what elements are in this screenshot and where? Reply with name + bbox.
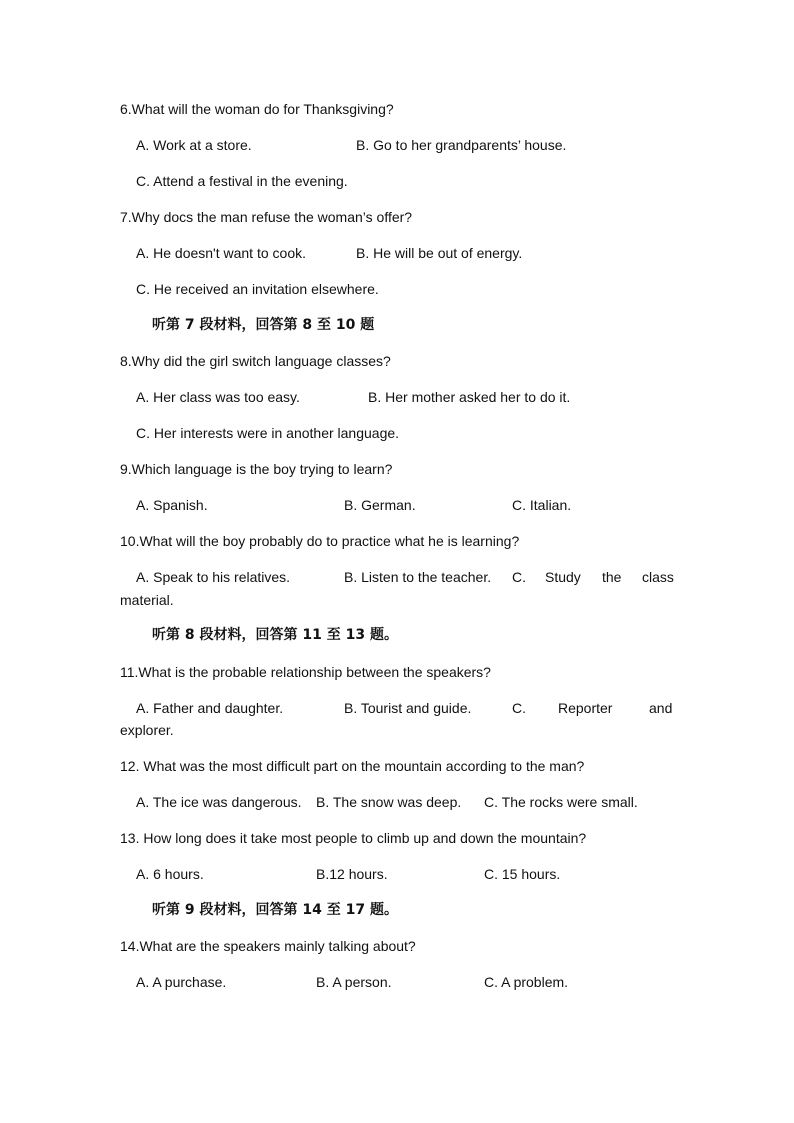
question-14-option-a: A. A purchase.	[136, 974, 227, 990]
question-6-options-row	[136, 136, 676, 154]
question-11-stem: 11.What is the probable relationship between the speakers?	[120, 664, 491, 680]
question-14-stem: 14.What are the speakers mainly talking about?	[120, 938, 416, 954]
question-6-option-c: C. Attend a festival in the evening.	[136, 173, 348, 189]
question-8-option-b: B. Her mother asked her to do it.	[368, 389, 571, 405]
question-8-option-c: C. Her interests were in another language.	[136, 425, 400, 441]
question-10-option-c-word: Study	[545, 569, 581, 585]
question-9-option-c: C. Italian.	[512, 497, 572, 513]
question-10-option-b: B. Listen to the teacher.	[344, 569, 492, 585]
question-10-option-c-word: class	[642, 569, 674, 585]
question-8-option-a: A. Her class was too easy.	[136, 389, 300, 405]
question-7-stem: 7.Why docs the man refuse the woman’s offer?	[120, 209, 413, 225]
question-10-option-c-word: the	[602, 569, 622, 585]
section-7-heading: 听第 7 段材料，回答第 8 至 10 题	[152, 317, 375, 333]
section-9-heading: 听第 9 段材料，回答第 14 至 17 题。	[152, 902, 398, 918]
question-7-option-a: A. He doesn't want to cook.	[136, 245, 306, 261]
question-13-options-row	[136, 865, 676, 883]
question-10-option-a: A. Speak to his relatives.	[136, 569, 291, 585]
question-12-option-a: A. The ice was dangerous.	[136, 794, 302, 810]
question-9-option-a: A. Spanish.	[136, 497, 208, 513]
question-11-option-a: A. Father and daughter.	[136, 700, 284, 716]
question-14-option-c: C. A problem.	[484, 974, 569, 990]
question-11-option-c-continuation: explorer.	[120, 722, 174, 738]
question-9-stem: 9.Which language is the boy trying to learn?	[120, 461, 393, 477]
question-8-stem: 8.Why did the girl switch language classes?	[120, 353, 391, 369]
question-10-option-c-continuation: material.	[120, 592, 174, 608]
section-8-heading: 听第 8 段材料，回答第 11 至 13 题。	[152, 627, 398, 643]
question-11-options-row	[136, 699, 674, 717]
question-13-option-a: A. 6 hours.	[136, 866, 204, 882]
question-6-option-b: B. Go to her grandparents’ house.	[356, 137, 567, 153]
question-11-option-c-word: and	[649, 700, 673, 716]
question-7-option-b: B. He will be out of energy.	[356, 245, 523, 261]
question-8-option-c-row	[136, 424, 676, 442]
question-10-options-row	[136, 568, 674, 586]
question-6-option-c-row	[136, 172, 676, 190]
question-11-option-c-word: Reporter	[558, 700, 613, 716]
question-6-option-a: A. Work at a store.	[136, 137, 252, 153]
question-11-option-b: B. Tourist and guide.	[344, 700, 472, 716]
question-13-option-c: C. 15 hours.	[484, 866, 561, 882]
question-14-options-row	[136, 973, 676, 991]
question-12-stem: 12. What was the most difficult part on the mountain according to the man?	[120, 758, 585, 774]
question-7-option-c-row	[136, 280, 676, 298]
question-12-option-c: C. The rocks were small.	[484, 794, 638, 810]
question-13-stem: 13. How long does it take most people to climb up and down the mountain?	[120, 830, 587, 846]
question-8-options-row	[136, 388, 676, 406]
question-7-options-row	[136, 244, 676, 262]
question-6-stem: 6.What will the woman do for Thanksgiving?	[120, 101, 394, 117]
question-10-option-c-label: C.	[512, 569, 526, 585]
question-10-stem: 10.What will the boy probably do to practice what he is learning?	[120, 533, 520, 549]
question-12-options-row	[136, 793, 676, 811]
question-9-options-row	[136, 496, 676, 514]
question-9-option-b: B. German.	[344, 497, 416, 513]
question-11-option-c-label: C.	[512, 700, 526, 716]
question-13-option-b: B.12 hours.	[316, 866, 388, 882]
question-7-option-c: C. He received an invitation elsewhere.	[136, 281, 379, 297]
question-14-option-b: B. A person.	[316, 974, 392, 990]
question-12-option-b: B. The snow was deep.	[316, 794, 462, 810]
